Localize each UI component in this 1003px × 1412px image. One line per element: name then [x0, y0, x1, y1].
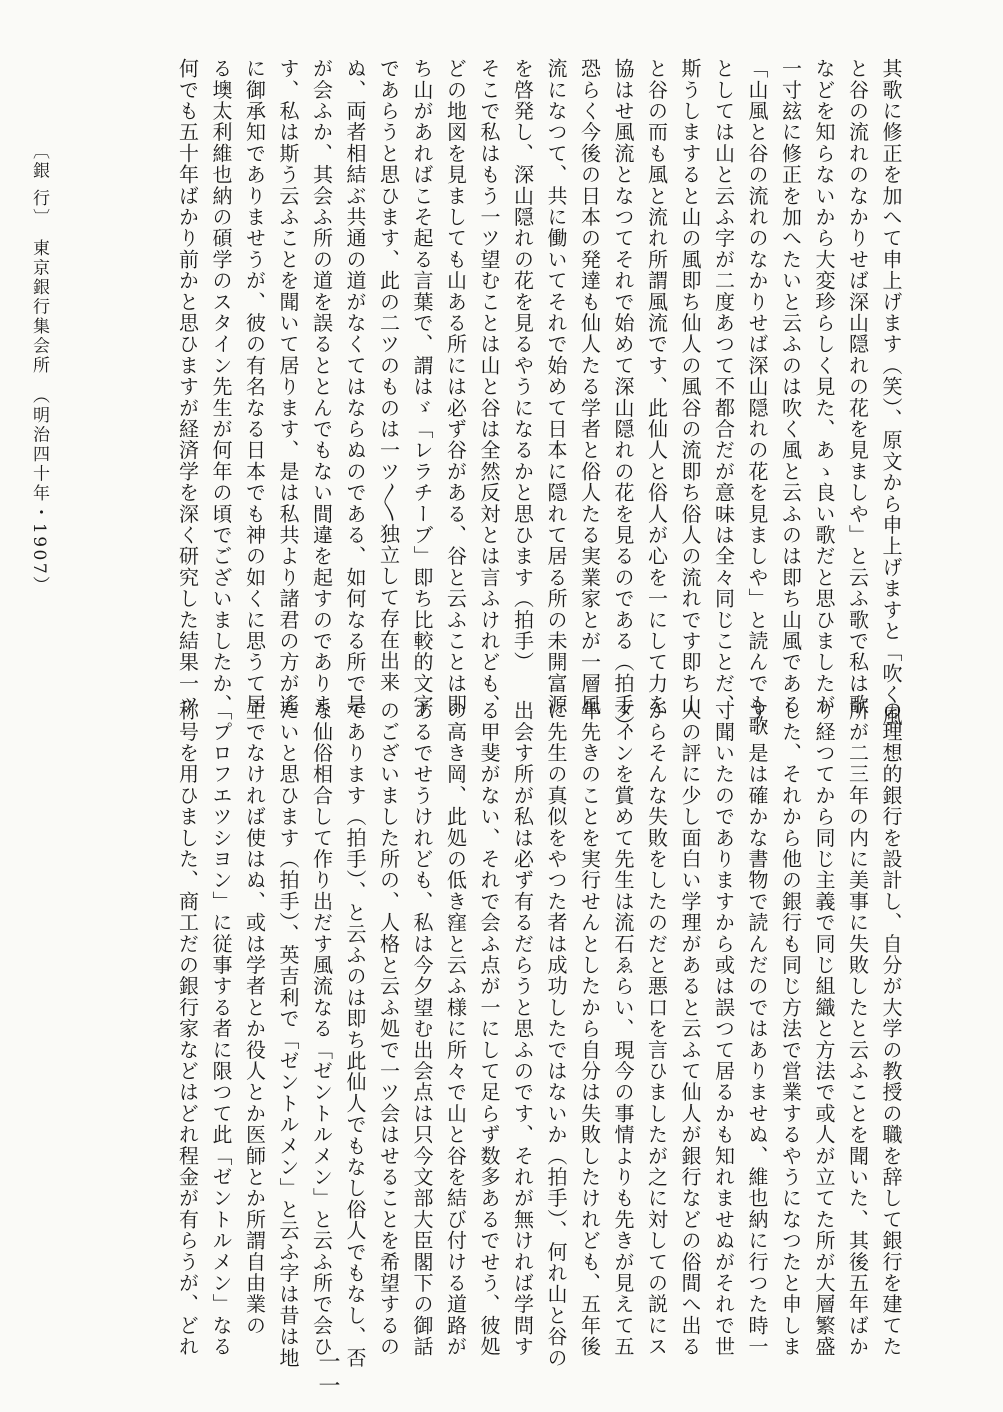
text-line: と谷の而も風と流れ所謂風流です、此仙人と俗人が心を一にして力を	[644, 58, 669, 716]
text-line: 人の評に少し面白い学理があると云ふて仙人が銀行などの俗間へ出る	[678, 700, 702, 1358]
text-line: 其歌に修正を加へて申上げます（笑）、原文から申上げますと「吹く風	[879, 58, 903, 727]
text-line: り経つてから同じ主義で同じ組織と方法で或人が立てた所が大層繁盛	[812, 700, 836, 1358]
text-line: 所が二三年の内に美事に失敗したと云ふことを聞いた、其後五年ばか	[845, 700, 870, 1358]
text-line: 称号を用ひました、商工だの銀行家などはどれ程金が有らうが、どれ	[175, 700, 200, 1358]
text-line: 何でも五十年ばかり前かと思ひますが経済学を深く研究した結果一ツ	[175, 58, 200, 716]
source-citation: 〔銀 行〕 東京銀行集会所 （明治四十年・1907）	[29, 142, 49, 596]
text-line: の理想的銀行を設計し、自分が大学の教授の職を辞して銀行を建てた	[879, 700, 903, 1358]
text-line: 「プロフエツシヨン」に従事する者に限つて此「ゼントルメン」なる	[209, 700, 233, 1358]
lower-text-block	[170, 700, 907, 1369]
text-line: あるでせうけれども、私は今夕望む出会点は只今文部大臣閣下の御話	[410, 700, 434, 1358]
text-line: のございました所の、人格と云ふ処で一ツ会はせることを希望するの	[376, 700, 401, 1358]
text-line: であらうと思ひます、此の二ツのものは一ツ〳〵独立して存在出来	[376, 58, 401, 693]
text-line: す、私は斯う云ふことを聞いて居ります、是は私共より諸君の方が遙	[276, 58, 300, 716]
text-line: した、それから他の銀行も同じ方法で営業するやうになつたと申しま	[778, 700, 803, 1358]
text-line: 流になつて、共に働いてそれで始めて日本に隠れて居る所の未開富源	[544, 58, 568, 716]
text-line: と谷の流れのなかりせば深山隠れの花を見ましや」と云ふ歌で私は歌	[845, 58, 870, 716]
upper-text-block	[170, 58, 907, 748]
text-line: などを知らないから大変珍らしく見た、あゝ良い歌だと思ひましたが	[812, 58, 836, 716]
text-line: であります（拍手）、と云ふのは即ち此仙人でもなし俗人でもなし、否	[343, 700, 367, 1369]
page-number: 一一	[315, 1350, 340, 1398]
text-line: の高き岡、此処の低き窪と云ふ様に所々で山と谷を結び付ける道路が	[443, 700, 468, 1358]
text-line: 斯うしますると山の風即ち仙人の風谷の流即ち俗人の流れです即ち山	[678, 58, 702, 716]
text-line: 協はせ風流となつてそれで始めて深山隠れの花を見るのである（拍手）、	[611, 58, 635, 748]
text-line: としては山と云ふ字が二度あつて不都合だが意味は全々同じことだ、	[711, 58, 736, 716]
text-line: 寸聞いたのでありますから或は誤つて居るかも知れませぬがそれで世	[711, 700, 736, 1358]
text-line: 主でなければ使はぬ、或は学者とか役人とか医師とか所謂自由業の	[242, 700, 267, 1336]
text-line: る墺太利維也納の碩学のスタイン先生が何年の頃でございましたか、	[209, 58, 233, 716]
text-line: 年先きのことを実行せんとしたから自分は失敗したけれども、五年後	[577, 700, 602, 1358]
text-line: タインを賞めて先生は流石ゑらい、現今の事情よりも先きが見えて五	[611, 700, 635, 1358]
text-line: を啓発し、深山隠れの花を見るやうになるかと思ひます（拍手）	[510, 58, 535, 673]
text-line: な仙俗相合して作り出だす風流なる「ゼントルメン」と云ふ所で会ひ	[309, 700, 334, 1358]
text-line: 一寸玆に修正を加へたいと云ふのは吹く風と云ふのは即ち山風である	[778, 58, 803, 716]
text-line: 「山風と谷の流れのなかりせば深山隠れの花を見ましや」と読んでも歌	[745, 58, 769, 737]
text-line: ぬ、両者相結ぶ共通の道がなくてはならぬのである、如何なる所で是	[343, 58, 367, 716]
text-line: 恐らく今後の日本の発達も仙人たる学者と俗人たる実業家とが一層風	[577, 58, 602, 716]
text-line: そこで私はもう一ツ望むことは山と谷は全然反対とは言ふけれども、	[477, 58, 501, 716]
text-line: からそんな失敗をしたのだと悪口を言ひましたが之に対しての説にス	[644, 700, 669, 1358]
text-line: に御承知でありませうが、彼の有名なる日本でも神の如くに思うて居	[242, 58, 267, 716]
text-line: ち山があればこそ起る言葉で、謂はゞ「レラチーブ」即ち比較的文字	[410, 58, 434, 716]
text-line: す、是は確かな書物で読んだのではありませぬ、維也納に行つた時一	[745, 700, 769, 1358]
text-line: 出会す所が私は必ず有るだらうと思ふのです、それが無ければ学問す	[510, 700, 535, 1358]
text-line: に先生の真似をやつた者は成功したではないか（拍手）、何れ山と谷の	[544, 700, 568, 1369]
text-line: が会ふか、其会ふ所の道を誤るととんでもない間違を起すのでありま	[309, 58, 334, 716]
text-line: る甲斐がない、それで会ふ点が一にして足らず数多あるでせう、彼処	[477, 700, 501, 1358]
text-line: どの地図を見ましても山ある所には必ず谷がある、谷と云ふことは即	[443, 58, 468, 716]
text-line: たいと思ひます（拍手）、英吉利で「ゼントルメン」と云ふ字は昔は地	[276, 700, 300, 1369]
